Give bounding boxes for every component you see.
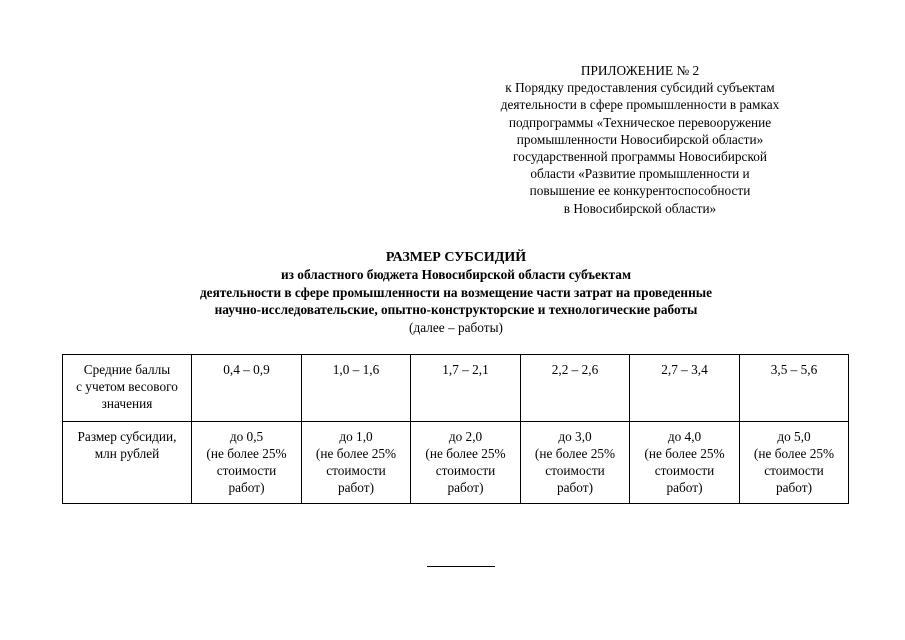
appendix-line: области «Развитие промышленности и (530, 166, 750, 182)
appendix-title: ПРИЛОЖЕНИЕ № 2 (580, 63, 700, 78)
appendix-line: промышленности Новосибирской области» (516, 131, 764, 147)
document-subtitle-line: деятельности в сфере промышленности на возмещение части затрат на проведенные (199, 284, 713, 300)
subsidy-amount-cell: до 3,0 (не более 25% стоимости работ) (521, 422, 630, 504)
row-header-scores: Средние баллы с учетом весового значения (63, 355, 192, 422)
subsidy-amount-cell: до 2,0 (не более 25% стоимости работ) (411, 422, 521, 504)
appendix-line: в Новосибирской области» (563, 200, 717, 216)
score-range-cell: 1,0 – 1,6 (302, 355, 411, 422)
document-title-note: (далее – работы) (409, 319, 503, 335)
appendix-header (480, 62, 800, 217)
appendix-line: деятельности в сфере промышленности в рамках (500, 97, 780, 113)
appendix-line: к Порядку предоставления субсидий субъектам (505, 80, 775, 96)
document-subtitle-line: из областного бюджета Новосибирской области субъектам (280, 267, 632, 283)
closing-rule (427, 566, 495, 567)
appendix-line: повышение ее конкурентоспособности (529, 183, 751, 199)
document-title: РАЗМЕР СУБСИДИЙ (385, 250, 527, 265)
row-header-amount: Размер субсидии, млн рублей (63, 422, 192, 504)
score-range-cell: 2,7 – 3,4 (630, 355, 740, 422)
appendix-line: подпрограммы «Техническое перевооружение (508, 114, 772, 130)
document-title-block (62, 249, 850, 336)
score-range-cell: 2,2 – 2,6 (521, 355, 630, 422)
subsidy-amount-cell: до 0,5 (не более 25% стоимости работ) (192, 422, 302, 504)
subsidy-amount-cell: до 4,0 (не более 25% стоимости работ) (630, 422, 740, 504)
appendix-line: государственной программы Новосибирской (512, 149, 767, 165)
table-row (63, 422, 849, 504)
subsidy-table (62, 354, 849, 504)
subsidy-amount-cell: до 5,0 (не более 25% стоимости работ) (740, 422, 849, 504)
score-range-cell: 3,5 – 5,6 (740, 355, 849, 422)
subsidy-amount-cell: до 1,0 (не более 25% стоимости работ) (302, 422, 411, 504)
document-subtitle-line: научно-исследовательские, опытно-конструкторские и технологические работы (214, 302, 698, 318)
score-range-cell: 1,7 – 2,1 (411, 355, 521, 422)
table-row (63, 355, 849, 422)
score-range-cell: 0,4 – 0,9 (192, 355, 302, 422)
